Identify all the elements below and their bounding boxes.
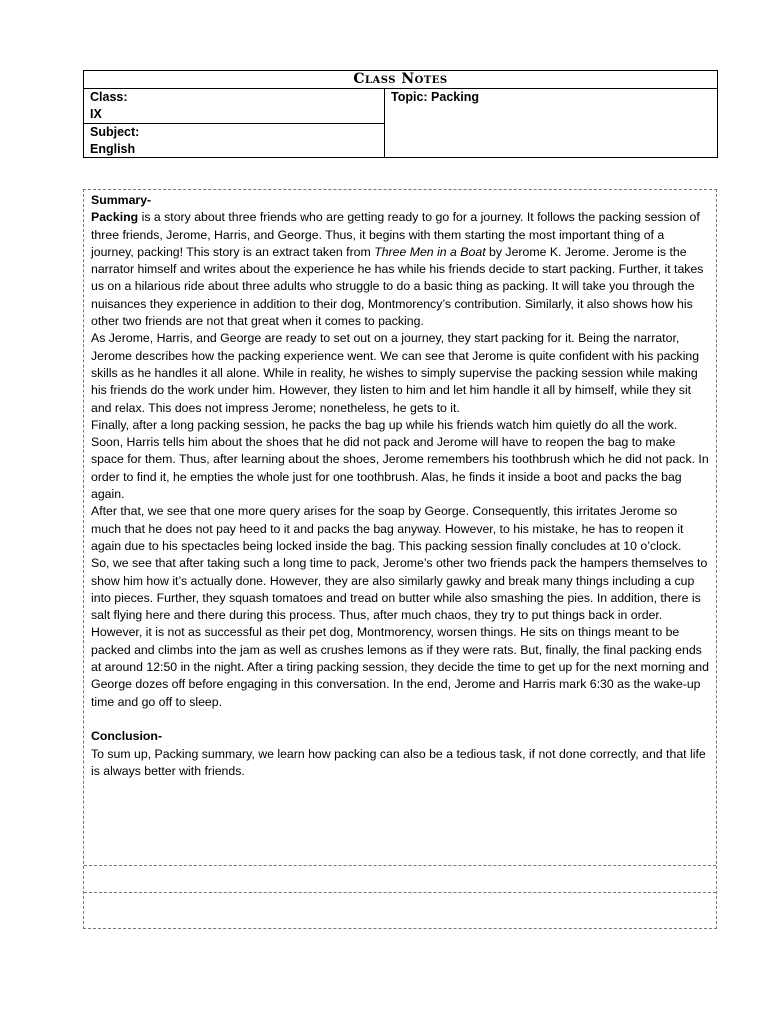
- header-left-column: [84, 89, 385, 157]
- packing-title-bold: Packing: [91, 210, 139, 225]
- subject-label: Subject:: [90, 125, 140, 139]
- summary-p1-text-b: by Jerome K. Jerome. Jerome is the narrator himself and writes about the experience he has while his friends decide to start packing. Further, it takes us on a hilarious ride about three adults who struggle to do a basic thing as packing. It will take you through the nuisances they experience in addition to their dog, Montmorency’s contribution. Similarly, it also shows how his other two friends are not that great when it comes to packing.: [91, 244, 704, 329]
- subject-value: English: [90, 142, 136, 156]
- summary-paragraph-1: [91, 209, 709, 330]
- summary-paragraph-5: So, we see that after taking such a long time to pack, Jerome’s other two friends pack the hampers themselves to show him how it’s actually done. However, they are also similarly gawky and break many things including a cup into pieces. Further, they squash tomatoes and tread on butter while also smashing the pies. In addition, there is salt flying here and there during this process. Thus, after much chaos, they try to put things back in order.: [91, 556, 708, 623]
- summary-paragraph-2: As Jerome, Harris, and George are ready to set out on a journey, they start packing for it. Being the narrator, Jerome describes how the packing experience went. We can see that Jerome is quite confident with his packing skills as he handles it all alone. While in reality, he wishes to simply supervise the packing session while making his friends do the work under him. However, they listen to him and let him handle it all by himself, while they sit and relax. This does not impress Jerome; nonetheless, he gets to it.: [91, 331, 700, 415]
- topic-cell: [385, 89, 717, 157]
- book-title-italic: Three Men in a Boat: [374, 244, 486, 259]
- summary-paragraph-4: After that, we see that one more query arises for the soap by George. Consequently, this irritates Jerome so much that he does not pay heed to it and packs the bag anyway. However, to his mistake, he has to reopen it again due to his spectacles being locked inside the bag. This packing session finally concludes at 10 o’clock.: [91, 504, 684, 553]
- conclusion-heading: Conclusion-: [91, 729, 163, 744]
- class-cell: [84, 89, 384, 124]
- conclusion-paragraph: To sum up, Packing summary, we learn how packing can also be a tedious task, if not done correctly, and that life is always better with friends.: [91, 746, 706, 778]
- class-label: Class:: [90, 90, 128, 104]
- summary-p1-text-a: is a story about three friends who are getting ready to go for a journey. It follows the packing session of three friends, Jerome, Harris, and George. Thus, it begins with them starting the most important thing of a journey, packing! This story is an extract taken from: [91, 210, 700, 259]
- class-notes-header: [83, 70, 718, 158]
- paragraph-spacer: [91, 711, 709, 728]
- notes-line: [84, 865, 716, 866]
- summary-heading: Summary-: [91, 193, 152, 207]
- summary-paragraph-6: However, it is not as successful as their pet dog, Montmorency, worsen things. He sits on things meant to be packed and climbs into the jam as well as crushes lemons as if they were rats. But, finally, the final packing ends at around 12:50 in the night. After a tiring packing session, they decide the time to get up for the next morning and George dozes off before engaging in this conversation. In the end, Jerome and Harris mark 6:30 as the wake-up time and go off to sleep.: [91, 625, 709, 709]
- header-body: [84, 89, 717, 157]
- subject-cell: [84, 124, 384, 158]
- notes-text: [84, 190, 716, 780]
- notes-content-box: [83, 189, 717, 929]
- class-value: IX: [90, 107, 102, 121]
- header-title: Class Notes: [84, 71, 717, 89]
- notes-line: [84, 892, 716, 893]
- topic-text: Topic: Packing: [391, 90, 479, 104]
- summary-paragraph-3: Finally, after a long packing session, he packs the bag up while his friends watch him quietly do all the work. Soon, Harris tells him about the shoes that he did not pack and Jerome will have to reopen the bag to make space for them. Thus, after learning about the shoes, Jerome remembers his toothbrush which he did not pack. In order to find it, he empties the whole just for one toothbrush. Alas, he finds it inside a boot and packs the bag again.: [91, 417, 709, 502]
